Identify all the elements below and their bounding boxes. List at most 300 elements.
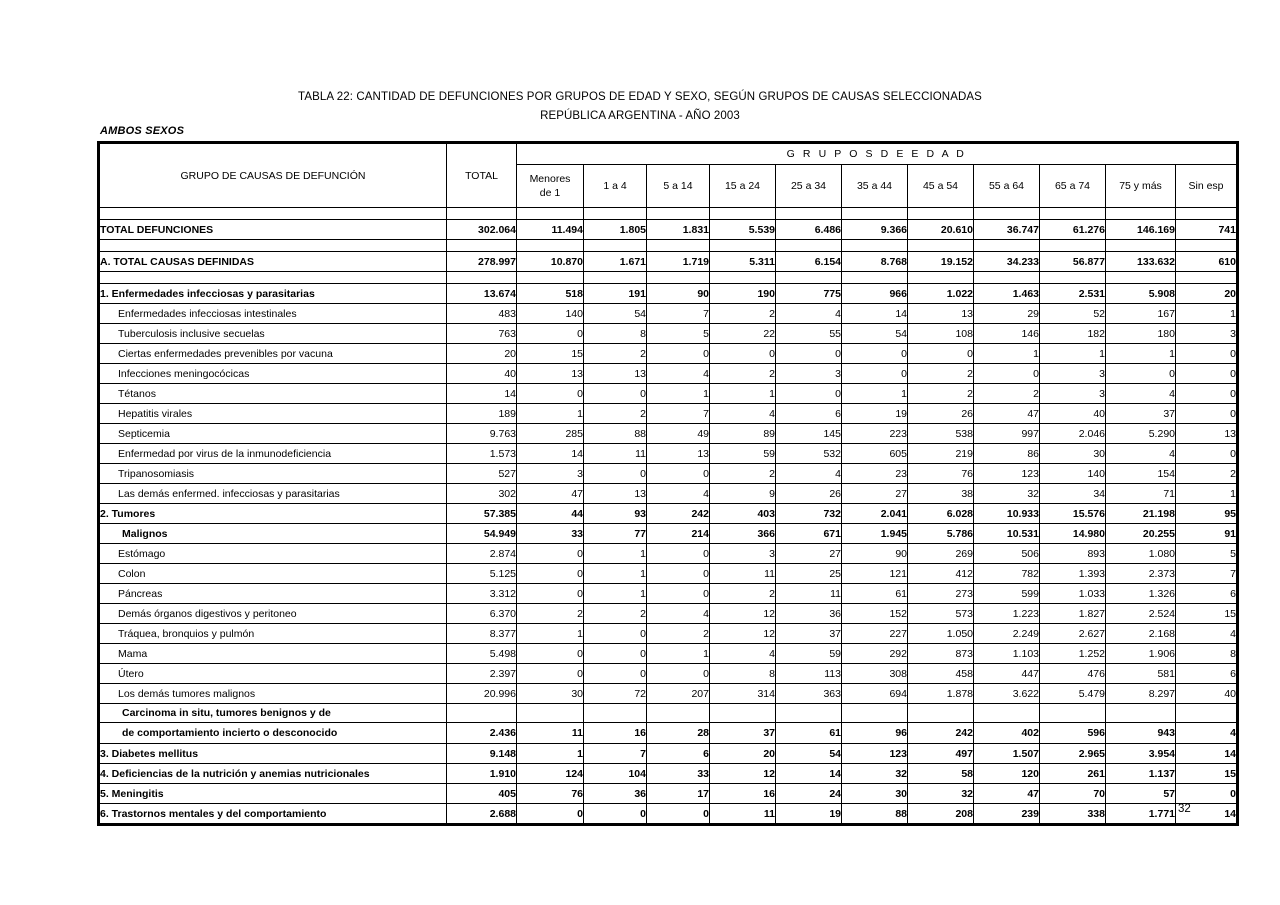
row-value: 95 bbox=[1176, 504, 1237, 524]
row-value: 1.463 bbox=[974, 284, 1040, 304]
row-value: 1 bbox=[1040, 344, 1106, 364]
row-value: 0 bbox=[1176, 784, 1237, 804]
row-value-total: 763 bbox=[447, 324, 517, 344]
row-value-blank bbox=[974, 704, 1040, 723]
row-value: 1.805 bbox=[584, 220, 647, 240]
row-value: 52 bbox=[1040, 304, 1106, 324]
header-age-65-a-74: 65 a 74 bbox=[1040, 165, 1106, 208]
spacer-cell bbox=[842, 208, 908, 220]
row-value: 24 bbox=[776, 784, 842, 804]
header-age-45-a-54: 45 a 54 bbox=[908, 165, 974, 208]
spacer-cell bbox=[710, 272, 776, 284]
row-value: 6 bbox=[1176, 584, 1237, 604]
row-value: 40 bbox=[1040, 404, 1106, 424]
row-label: Infecciones meningocócicas bbox=[100, 364, 447, 384]
row-value: 6.486 bbox=[776, 220, 842, 240]
row-value: 2 bbox=[584, 404, 647, 424]
row-value: 0 bbox=[647, 584, 710, 604]
row-value: 54 bbox=[776, 744, 842, 764]
table-row bbox=[100, 744, 1237, 764]
row-value: 6 bbox=[1176, 664, 1237, 684]
row-value-total: 20.996 bbox=[447, 684, 517, 704]
row-value: 4 bbox=[1106, 384, 1176, 404]
header-age-35-a-44: 35 a 44 bbox=[842, 165, 908, 208]
table-header bbox=[100, 144, 1237, 208]
row-value: 338 bbox=[1040, 804, 1106, 824]
spacer-cell bbox=[447, 272, 517, 284]
row-value: 0 bbox=[1176, 384, 1237, 404]
row-value: 5.786 bbox=[908, 524, 974, 544]
row-value: 20 bbox=[1176, 284, 1237, 304]
row-value-total: 189 bbox=[447, 404, 517, 424]
row-value-blank bbox=[1040, 704, 1106, 723]
spacer-cell bbox=[647, 240, 710, 252]
row-label: 5. Meningitis bbox=[100, 784, 447, 804]
table-row bbox=[100, 384, 1237, 404]
row-value: 0 bbox=[1176, 364, 1237, 384]
row-value: 1.022 bbox=[908, 284, 974, 304]
row-value-total: 2.436 bbox=[447, 723, 517, 744]
row-value-total: 483 bbox=[447, 304, 517, 324]
row-label: Colon bbox=[100, 564, 447, 584]
row-value: 19 bbox=[776, 804, 842, 824]
row-value: 58 bbox=[908, 764, 974, 784]
spacer-cell bbox=[1106, 208, 1176, 220]
row-value: 15 bbox=[1176, 764, 1237, 784]
row-value: 2 bbox=[974, 384, 1040, 404]
row-value: 182 bbox=[1040, 324, 1106, 344]
row-value: 14 bbox=[517, 444, 584, 464]
row-label: Enfermedades infecciosas intestinales bbox=[100, 304, 447, 324]
row-value: 36 bbox=[776, 604, 842, 624]
row-value: 3 bbox=[710, 544, 776, 564]
row-value: 0 bbox=[517, 384, 584, 404]
row-value: 1.671 bbox=[584, 252, 647, 272]
row-value: 88 bbox=[842, 804, 908, 824]
row-value: 2 bbox=[710, 584, 776, 604]
row-value-total: 302.064 bbox=[447, 220, 517, 240]
spacer-cell bbox=[1106, 240, 1176, 252]
row-value: 0 bbox=[517, 584, 584, 604]
row-value: 13 bbox=[1176, 424, 1237, 444]
row-value: 0 bbox=[517, 324, 584, 344]
row-value: 145 bbox=[776, 424, 842, 444]
row-value: 2.168 bbox=[1106, 624, 1176, 644]
spacer-cell bbox=[776, 240, 842, 252]
table-row bbox=[100, 664, 1237, 684]
row-value-total: 40 bbox=[447, 364, 517, 384]
row-value: 88 bbox=[584, 424, 647, 444]
row-label: 1. Enfermedades infecciosas y parasitarias bbox=[100, 284, 447, 304]
table-body bbox=[100, 208, 1237, 824]
row-label: Tripanosomiasis bbox=[100, 464, 447, 484]
row-value: 518 bbox=[517, 284, 584, 304]
row-value: 191 bbox=[584, 284, 647, 304]
row-value: 30 bbox=[842, 784, 908, 804]
row-value: 27 bbox=[776, 544, 842, 564]
row-value-blank bbox=[1106, 704, 1176, 723]
row-value: 671 bbox=[776, 524, 842, 544]
row-value: 1 bbox=[647, 644, 710, 664]
row-value: 26 bbox=[908, 404, 974, 424]
row-value: 0 bbox=[842, 344, 908, 364]
row-value: 90 bbox=[647, 284, 710, 304]
header-row-top bbox=[100, 144, 1237, 165]
row-value: 13 bbox=[908, 304, 974, 324]
row-label: Carcinoma in situ, tumores benignos y de bbox=[100, 704, 447, 723]
row-value: 1.103 bbox=[974, 644, 1040, 664]
row-value: 1.252 bbox=[1040, 644, 1106, 664]
row-value-total: 9.148 bbox=[447, 744, 517, 764]
row-value: 19.152 bbox=[908, 252, 974, 272]
row-value: 5.290 bbox=[1106, 424, 1176, 444]
spacer-cell bbox=[517, 272, 584, 284]
row-value: 2.965 bbox=[1040, 744, 1106, 764]
row-value: 1 bbox=[517, 744, 584, 764]
row-value: 29 bbox=[974, 304, 1040, 324]
row-value: 0 bbox=[584, 644, 647, 664]
header-total-column: TOTAL bbox=[447, 144, 517, 208]
row-value: 4 bbox=[710, 404, 776, 424]
table-row bbox=[100, 424, 1237, 444]
row-value: 2.373 bbox=[1106, 564, 1176, 584]
row-value: 0 bbox=[842, 364, 908, 384]
row-value: 0 bbox=[710, 344, 776, 364]
spacer-cell bbox=[974, 208, 1040, 220]
row-value: 14 bbox=[1176, 804, 1237, 824]
row-value: 966 bbox=[842, 284, 908, 304]
row-value: 2 bbox=[517, 604, 584, 624]
table-row bbox=[100, 564, 1237, 584]
row-label: Hepatitis virales bbox=[100, 404, 447, 424]
row-value: 25 bbox=[776, 564, 842, 584]
table-row bbox=[100, 252, 1237, 272]
row-value: 0 bbox=[584, 464, 647, 484]
row-label: Mama bbox=[100, 644, 447, 664]
table-row bbox=[100, 484, 1237, 504]
row-value: 0 bbox=[908, 344, 974, 364]
row-value: 11 bbox=[710, 564, 776, 584]
title-line-2: REPÚBLICA ARGENTINA - AÑO 2003 bbox=[540, 110, 740, 122]
row-value: 4 bbox=[647, 604, 710, 624]
row-value: 2.041 bbox=[842, 504, 908, 524]
row-value: 412 bbox=[908, 564, 974, 584]
spacer-cell bbox=[1176, 240, 1237, 252]
row-label: Enfermedad por virus de la inmunodeficiencia bbox=[100, 444, 447, 464]
row-value-total: 6.370 bbox=[447, 604, 517, 624]
row-value: 37 bbox=[776, 624, 842, 644]
spacer-cell bbox=[776, 208, 842, 220]
row-label: Estómago bbox=[100, 544, 447, 564]
row-value: 123 bbox=[974, 464, 1040, 484]
row-value: 124 bbox=[517, 764, 584, 784]
row-value: 4 bbox=[1176, 723, 1237, 744]
row-value: 732 bbox=[776, 504, 842, 524]
row-value: 0 bbox=[517, 544, 584, 564]
row-value-blank bbox=[647, 704, 710, 723]
row-value: 180 bbox=[1106, 324, 1176, 344]
row-value: 0 bbox=[647, 464, 710, 484]
row-value: 1 bbox=[842, 384, 908, 404]
row-value: 2.046 bbox=[1040, 424, 1106, 444]
row-value: 15 bbox=[1176, 604, 1237, 624]
row-value: 8 bbox=[710, 664, 776, 684]
spacer-cell bbox=[842, 240, 908, 252]
row-value: 0 bbox=[584, 804, 647, 824]
row-value: 140 bbox=[1040, 464, 1106, 484]
row-value: 308 bbox=[842, 664, 908, 684]
row-value: 458 bbox=[908, 664, 974, 684]
row-value: 3 bbox=[517, 464, 584, 484]
row-value: 61.276 bbox=[1040, 220, 1106, 240]
row-value: 47 bbox=[974, 404, 1040, 424]
row-value: 96 bbox=[842, 723, 908, 744]
sex-category-label: AMBOS SEXOS bbox=[100, 125, 185, 137]
row-value: 3.622 bbox=[974, 684, 1040, 704]
row-value: 2 bbox=[584, 604, 647, 624]
row-value: 47 bbox=[517, 484, 584, 504]
row-value: 8.768 bbox=[842, 252, 908, 272]
row-value: 1.326 bbox=[1106, 584, 1176, 604]
row-value: 1.827 bbox=[1040, 604, 1106, 624]
row-value: 239 bbox=[974, 804, 1040, 824]
row-value: 32 bbox=[974, 484, 1040, 504]
row-label: Tuberculosis inclusive secuelas bbox=[100, 324, 447, 344]
header-age-groups-span: G R U P O S D E E D A D bbox=[517, 144, 1237, 165]
row-value: 54 bbox=[584, 304, 647, 324]
row-value: 5.908 bbox=[1106, 284, 1176, 304]
row-value: 11 bbox=[776, 584, 842, 604]
row-value: 15.576 bbox=[1040, 504, 1106, 524]
header-age-55-a-64: 55 a 64 bbox=[974, 165, 1040, 208]
header-age-menores-line2: de 1 bbox=[539, 187, 561, 199]
row-value: 208 bbox=[908, 804, 974, 824]
row-value: 0 bbox=[647, 564, 710, 584]
spacer-row bbox=[100, 240, 1237, 252]
row-value: 13 bbox=[584, 364, 647, 384]
row-value: 38 bbox=[908, 484, 974, 504]
row-label: 4. Deficiencias de la nutrición y anemias nutricionales bbox=[100, 764, 447, 784]
table-row bbox=[100, 684, 1237, 704]
row-value: 93 bbox=[584, 504, 647, 524]
row-value: 86 bbox=[974, 444, 1040, 464]
spacer-cell bbox=[776, 272, 842, 284]
row-value: 56.877 bbox=[1040, 252, 1106, 272]
row-value: 447 bbox=[974, 664, 1040, 684]
row-value: 12 bbox=[710, 624, 776, 644]
row-value: 2.531 bbox=[1040, 284, 1106, 304]
row-value: 90 bbox=[842, 544, 908, 564]
spacer-cell bbox=[1040, 208, 1106, 220]
row-label: Septicemia bbox=[100, 424, 447, 444]
row-value: 0 bbox=[776, 344, 842, 364]
header-age-25-a-34: 25 a 34 bbox=[776, 165, 842, 208]
row-value: 21.198 bbox=[1106, 504, 1176, 524]
row-label: Las demás enfermed. infecciosas y parasitarias bbox=[100, 484, 447, 504]
row-value: 242 bbox=[908, 723, 974, 744]
row-value: 599 bbox=[974, 584, 1040, 604]
row-value: 506 bbox=[974, 544, 1040, 564]
row-value: 10.531 bbox=[974, 524, 1040, 544]
table-row bbox=[100, 220, 1237, 240]
row-value: 2 bbox=[1176, 464, 1237, 484]
spacer-cell bbox=[710, 240, 776, 252]
row-value: 4 bbox=[776, 304, 842, 324]
row-value: 76 bbox=[908, 464, 974, 484]
table-row bbox=[100, 504, 1237, 524]
row-value: 40 bbox=[1176, 684, 1237, 704]
row-value: 8 bbox=[1176, 644, 1237, 664]
row-value: 7 bbox=[647, 304, 710, 324]
row-value: 0 bbox=[776, 384, 842, 404]
row-value: 72 bbox=[584, 684, 647, 704]
row-value: 1.771 bbox=[1106, 804, 1176, 824]
spacer-cell bbox=[100, 272, 447, 284]
row-value: 269 bbox=[908, 544, 974, 564]
row-value-total: 5.125 bbox=[447, 564, 517, 584]
row-value: 77 bbox=[584, 524, 647, 544]
row-value: 89 bbox=[710, 424, 776, 444]
row-value: 741 bbox=[1176, 220, 1237, 240]
row-value: 610 bbox=[1176, 252, 1237, 272]
header-age-1-a-4: 1 a 4 bbox=[584, 165, 647, 208]
row-value-total: 20 bbox=[447, 344, 517, 364]
row-value: 33 bbox=[517, 524, 584, 544]
header-age-5-a-14: 5 a 14 bbox=[647, 165, 710, 208]
row-value: 61 bbox=[776, 723, 842, 744]
row-value: 113 bbox=[776, 664, 842, 684]
spacer-cell bbox=[584, 240, 647, 252]
row-label: TOTAL DEFUNCIONES bbox=[100, 220, 447, 240]
row-value: 0 bbox=[1176, 404, 1237, 424]
row-value: 497 bbox=[908, 744, 974, 764]
spacer-cell bbox=[447, 208, 517, 220]
row-value: 11 bbox=[584, 444, 647, 464]
row-value: 154 bbox=[1106, 464, 1176, 484]
row-value: 0 bbox=[1176, 444, 1237, 464]
row-value: 1 bbox=[517, 404, 584, 424]
row-value: 2 bbox=[647, 624, 710, 644]
row-value: 219 bbox=[908, 444, 974, 464]
row-value: 4 bbox=[776, 464, 842, 484]
row-value: 3 bbox=[1040, 364, 1106, 384]
row-value: 108 bbox=[908, 324, 974, 344]
row-value: 596 bbox=[1040, 723, 1106, 744]
row-value: 121 bbox=[842, 564, 908, 584]
table-row bbox=[100, 704, 1237, 723]
row-label: Ciertas enfermedades prevenibles por vacuna bbox=[100, 344, 447, 364]
row-value: 26 bbox=[776, 484, 842, 504]
row-value: 44 bbox=[517, 504, 584, 524]
row-value: 3 bbox=[776, 364, 842, 384]
row-value: 70 bbox=[1040, 784, 1106, 804]
row-value: 30 bbox=[1040, 444, 1106, 464]
row-label: Los demás tumores malignos bbox=[100, 684, 447, 704]
row-value: 261 bbox=[1040, 764, 1106, 784]
row-value: 59 bbox=[776, 644, 842, 664]
row-value: 0 bbox=[584, 384, 647, 404]
row-value: 4 bbox=[1106, 444, 1176, 464]
row-value: 1.831 bbox=[647, 220, 710, 240]
row-value: 47 bbox=[974, 784, 1040, 804]
row-value: 227 bbox=[842, 624, 908, 644]
row-label: 2. Tumores bbox=[100, 504, 447, 524]
row-value: 61 bbox=[842, 584, 908, 604]
row-value-total: 9.763 bbox=[447, 424, 517, 444]
spacer-cell bbox=[1106, 272, 1176, 284]
table-row bbox=[100, 544, 1237, 564]
row-value: 0 bbox=[647, 804, 710, 824]
row-value: 16 bbox=[584, 723, 647, 744]
row-value: 2 bbox=[710, 304, 776, 324]
row-value: 7 bbox=[1176, 564, 1237, 584]
spacer-cell bbox=[1176, 208, 1237, 220]
row-label: Tétanos bbox=[100, 384, 447, 404]
row-value: 5.539 bbox=[710, 220, 776, 240]
row-value: 33 bbox=[647, 764, 710, 784]
row-value-total: 527 bbox=[447, 464, 517, 484]
row-value-blank bbox=[776, 704, 842, 723]
table-row bbox=[100, 764, 1237, 784]
row-value: 20.610 bbox=[908, 220, 974, 240]
spacer-cell bbox=[1040, 272, 1106, 284]
table-row bbox=[100, 723, 1237, 744]
row-value-total: 302 bbox=[447, 484, 517, 504]
row-value: 0 bbox=[517, 804, 584, 824]
row-value: 0 bbox=[584, 624, 647, 644]
row-value: 1.137 bbox=[1106, 764, 1176, 784]
row-value: 57 bbox=[1106, 784, 1176, 804]
row-value: 5 bbox=[647, 324, 710, 344]
spacer-row bbox=[100, 272, 1237, 284]
row-value: 1 bbox=[974, 344, 1040, 364]
row-value: 3.954 bbox=[1106, 744, 1176, 764]
row-value: 123 bbox=[842, 744, 908, 764]
row-value: 1.393 bbox=[1040, 564, 1106, 584]
row-value: 140 bbox=[517, 304, 584, 324]
spacer-cell bbox=[710, 208, 776, 220]
row-value: 997 bbox=[974, 424, 1040, 444]
row-value: 782 bbox=[974, 564, 1040, 584]
row-value: 2 bbox=[710, 464, 776, 484]
row-value: 1.945 bbox=[842, 524, 908, 544]
table-row bbox=[100, 464, 1237, 484]
header-age-menores-line1: Menores bbox=[529, 173, 571, 185]
row-value: 14 bbox=[1176, 744, 1237, 764]
row-value: 285 bbox=[517, 424, 584, 444]
row-value: 76 bbox=[517, 784, 584, 804]
spacer-cell bbox=[517, 240, 584, 252]
row-value-total: 3.312 bbox=[447, 584, 517, 604]
row-value: 605 bbox=[842, 444, 908, 464]
row-value: 1 bbox=[584, 584, 647, 604]
row-value: 1 bbox=[584, 544, 647, 564]
spacer-cell bbox=[1176, 272, 1237, 284]
row-value: 366 bbox=[710, 524, 776, 544]
page-number: 32 bbox=[1178, 803, 1191, 815]
row-value: 12 bbox=[710, 604, 776, 624]
row-value-blank bbox=[517, 704, 584, 723]
row-value: 1 bbox=[517, 624, 584, 644]
row-value-blank bbox=[584, 704, 647, 723]
row-value: 146 bbox=[974, 324, 1040, 344]
row-value: 775 bbox=[776, 284, 842, 304]
row-label: Páncreas bbox=[100, 584, 447, 604]
header-age-15-a-24: 15 a 24 bbox=[710, 165, 776, 208]
row-value: 0 bbox=[517, 564, 584, 584]
row-value: 19 bbox=[842, 404, 908, 424]
row-label: Útero bbox=[100, 664, 447, 684]
